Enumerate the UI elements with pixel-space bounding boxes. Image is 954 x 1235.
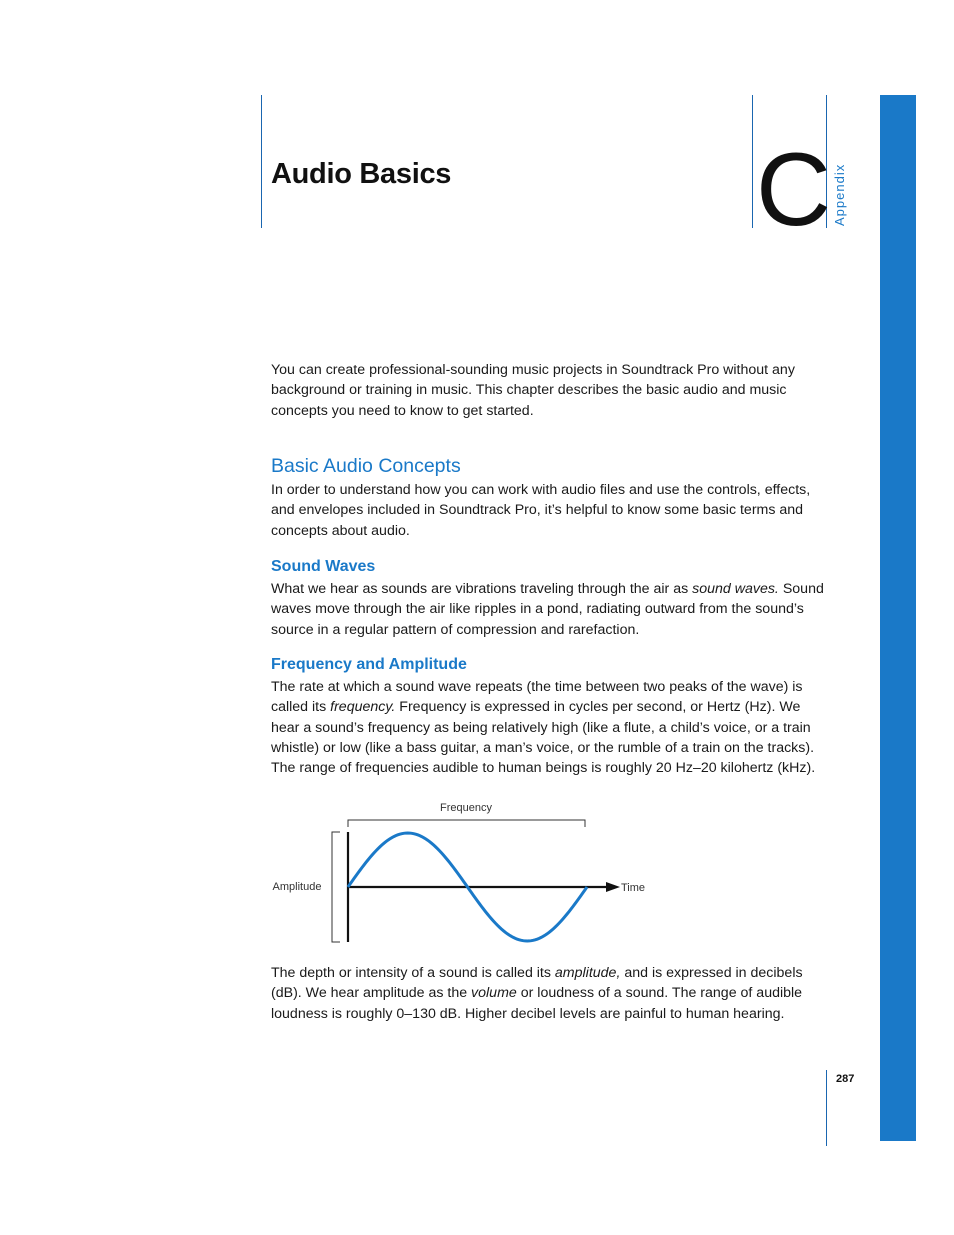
basic-audio-concepts-paragraph: In order to understand how you can work with audio files and use the controls, effects, and envelopes included in Soundtrack Pro, it’s helpful to know some basic terms and concepts about audio. xyxy=(271,482,811,539)
title-left-rule xyxy=(261,95,262,228)
time-axis-arrow-icon xyxy=(606,882,620,892)
amplitude-paragraph xyxy=(271,963,831,1024)
page-number-rule xyxy=(826,1070,827,1146)
chapter-side-bar xyxy=(880,95,916,1141)
frequency-text-after: Frequency is expressed in cycles per second, or Hertz (Hz). We hear a sound’s frequency as being relatively high (like a flute, a child’s voice, or a train whistle) or low (like a bass guitar, a man’s voice, or the rumble of a train on the tracks). The range of frequencies audible to human beings is roughly 20 Hz–20 kilohertz (kHz). xyxy=(271,699,816,777)
frequency-bracket xyxy=(348,820,585,827)
appendix-label: Appendix xyxy=(832,163,847,226)
amplitude-label: Amplitude xyxy=(272,881,322,893)
subsection-heading-sound-waves: Sound Waves xyxy=(271,558,376,575)
sound-wave-diagram xyxy=(260,795,660,950)
section-heading-basic-audio-concepts: Basic Audio Concepts xyxy=(271,455,461,477)
chapter-title: Audio Basics xyxy=(271,158,452,190)
page-number: 287 xyxy=(836,1073,855,1085)
amplitude-part2: and is expressed in decibels (dB). We hear amplitude as the xyxy=(271,965,803,1002)
sound-waves-text-before: What we hear as sounds are vibrations traveling through the air as xyxy=(271,581,693,597)
amplitude-part3: or loudness of a sound. The range of audible loudness is roughly 0–130 dB. Higher decibel levels are painful to human hearing. xyxy=(271,985,803,1022)
frequency-paragraph xyxy=(271,677,831,778)
amplitude-term: amplitude, xyxy=(554,965,621,981)
frequency-term: frequency. xyxy=(330,699,396,716)
sound-waves-paragraph xyxy=(271,579,831,640)
letter-left-rule xyxy=(752,95,753,228)
frequency-label: Frequency xyxy=(440,802,492,814)
chapter-letter: C xyxy=(756,132,830,248)
sound-waves-term: sound waves. xyxy=(692,581,779,597)
volume-term: volume xyxy=(471,985,517,1002)
time-label: Time xyxy=(621,882,646,894)
subsection-heading-frequency-amplitude: Frequency and Amplitude xyxy=(271,656,467,673)
frequency-text-before: The rate at which a sound wave repeats (the time between two peaks of the wave) is called its xyxy=(271,679,803,716)
intro-paragraph: You can create professional-sounding music projects in Soundtrack Pro without any background or training in music. This chapter describes the basic audio and music concepts you need to know to get started. xyxy=(271,362,795,419)
amplitude-bracket xyxy=(332,832,340,942)
amplitude-part1: The depth or intensity of a sound is called its xyxy=(271,965,555,981)
sound-waves-text-after: Sound waves move through the air like ripples in a pond, radiating outward from the sound’s source in a regular pattern of compression and rarefaction. xyxy=(271,581,824,638)
